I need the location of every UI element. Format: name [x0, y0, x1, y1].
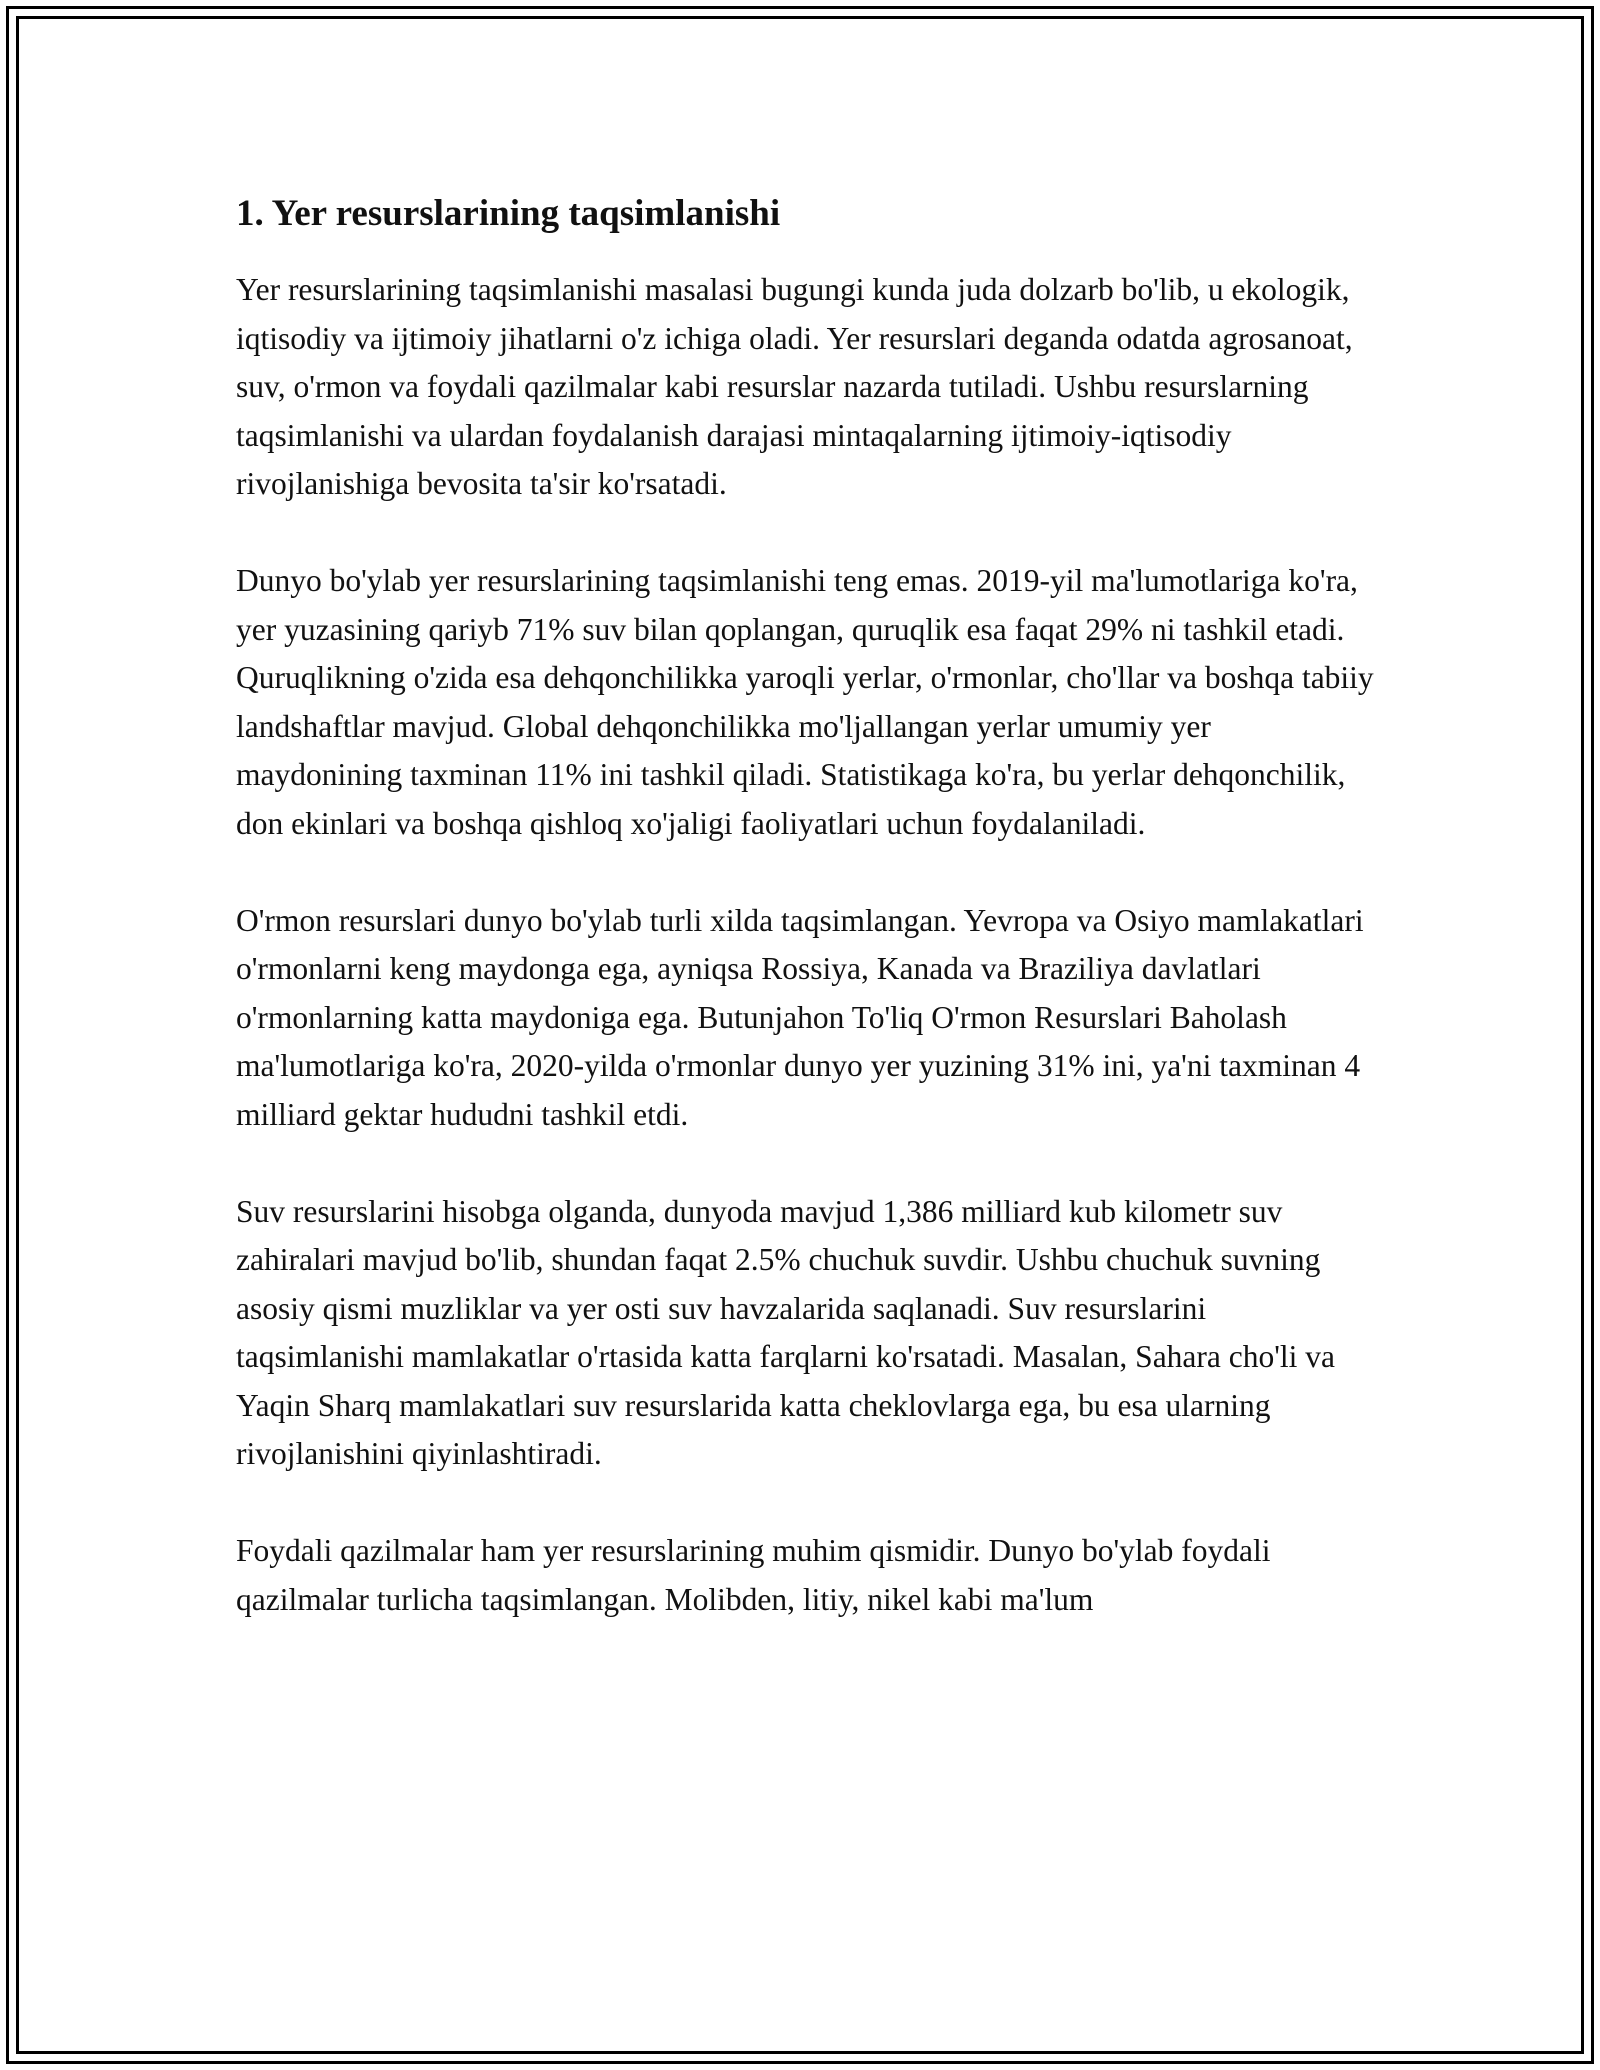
- paragraph-minerals: Foydali qazilmalar ham yer resurslarining muhim qismidir. Dunyo bo'ylab foydali qazilmalar turlicha taqsimlangan. Molibden, litiy, nikel kabi ma'lum: [236, 1533, 1271, 1617]
- section-heading: 1. Yer resurslarining taqsimlanishi: [236, 193, 781, 234]
- document-body: [236, 190, 1376, 1673]
- paragraph-water-resources: Suv resurslarini hisobga olganda, dunyoda mavjud 1,386 milliard kub kilometr suv zahiralari mavjud bo'lib, shundan faqat 2.5% chuchuk suvdir. Ushbu chuchuk suvning asosiy qismi muzliklar va yer osti suv havzalarida saqlanadi. Suv resurslarini taqsimlanishi mamlakatlar o'rtasida katta farqlarni ko'rsatadi. Masalan, Sahara cho'li va Yaqin Sharq mamlakatlari suv resurslarida katta cheklovlarga ega, bu esa ularning rivojlanishini qiyinlashtiradi.: [236, 1193, 1336, 1471]
- paragraph-forest-resources: O'rmon resurslari dunyo bo'ylab turli xilda taqsimlangan. Yevropa va Osiyo mamlakatlari o'rmonlarni keng maydonga ega, ayniqsa Rossiya, Kanada va Braziliya davlatlari o'rmonlarning katta maydoniga ega. Butunjahon To'liq O'rmon Resurslari Baholash ma'lumotlariga ko'ra, 2020-yilda o'rmonlar dunyo yer yuzining 31% ini, ya'ni taxminan 4 milliard gektar hududni tashkil etdi.: [236, 902, 1364, 1132]
- paragraph-land-distribution: Dunyo bo'ylab yer resurslarining taqsimlanishi teng emas. 2019-yil ma'lumotlariga ko'ra, yer yuzasining qariyb 71% suv bilan qoplangan, quruqlik esa faqat 29% ni tashkil etadi. Quruqlikning o'zida esa dehqonchilikka yaroqli yerlar, o'rmonlar, cho'llar va boshqa tabiiy landshaftlar mavjud. Global dehqonchilikka mo'ljallangan yerlar umumiy yer maydonining taxminan 11% ini tashkil qiladi. Statistikaga ko'ra, bu yerlar dehqonchilik, don ekinlari va boshqa qishloq xo'jaligi faoliyatlari uchun foydalaniladi.: [236, 563, 1374, 841]
- paragraph-intro: Yer resurslarining taqsimlanishi masalasi bugungi kunda juda dolzarb bo'lib, u ekologik, iqtisodiy va ijtimoiy jihatlarni o'z ichiga oladi. Yer resurslari deganda odatda agrosanoat, suv, o'rmon va foydali qazilmalar kabi resurslar nazarda tutiladi. Ushbu resurslarning taqsimlanishi va ulardan foydalanish darajasi mintaqalarning ijtimoiy-iqtisodiy rivojlanishiga bevosita ta'sir ko'rsatadi.: [236, 272, 1353, 501]
